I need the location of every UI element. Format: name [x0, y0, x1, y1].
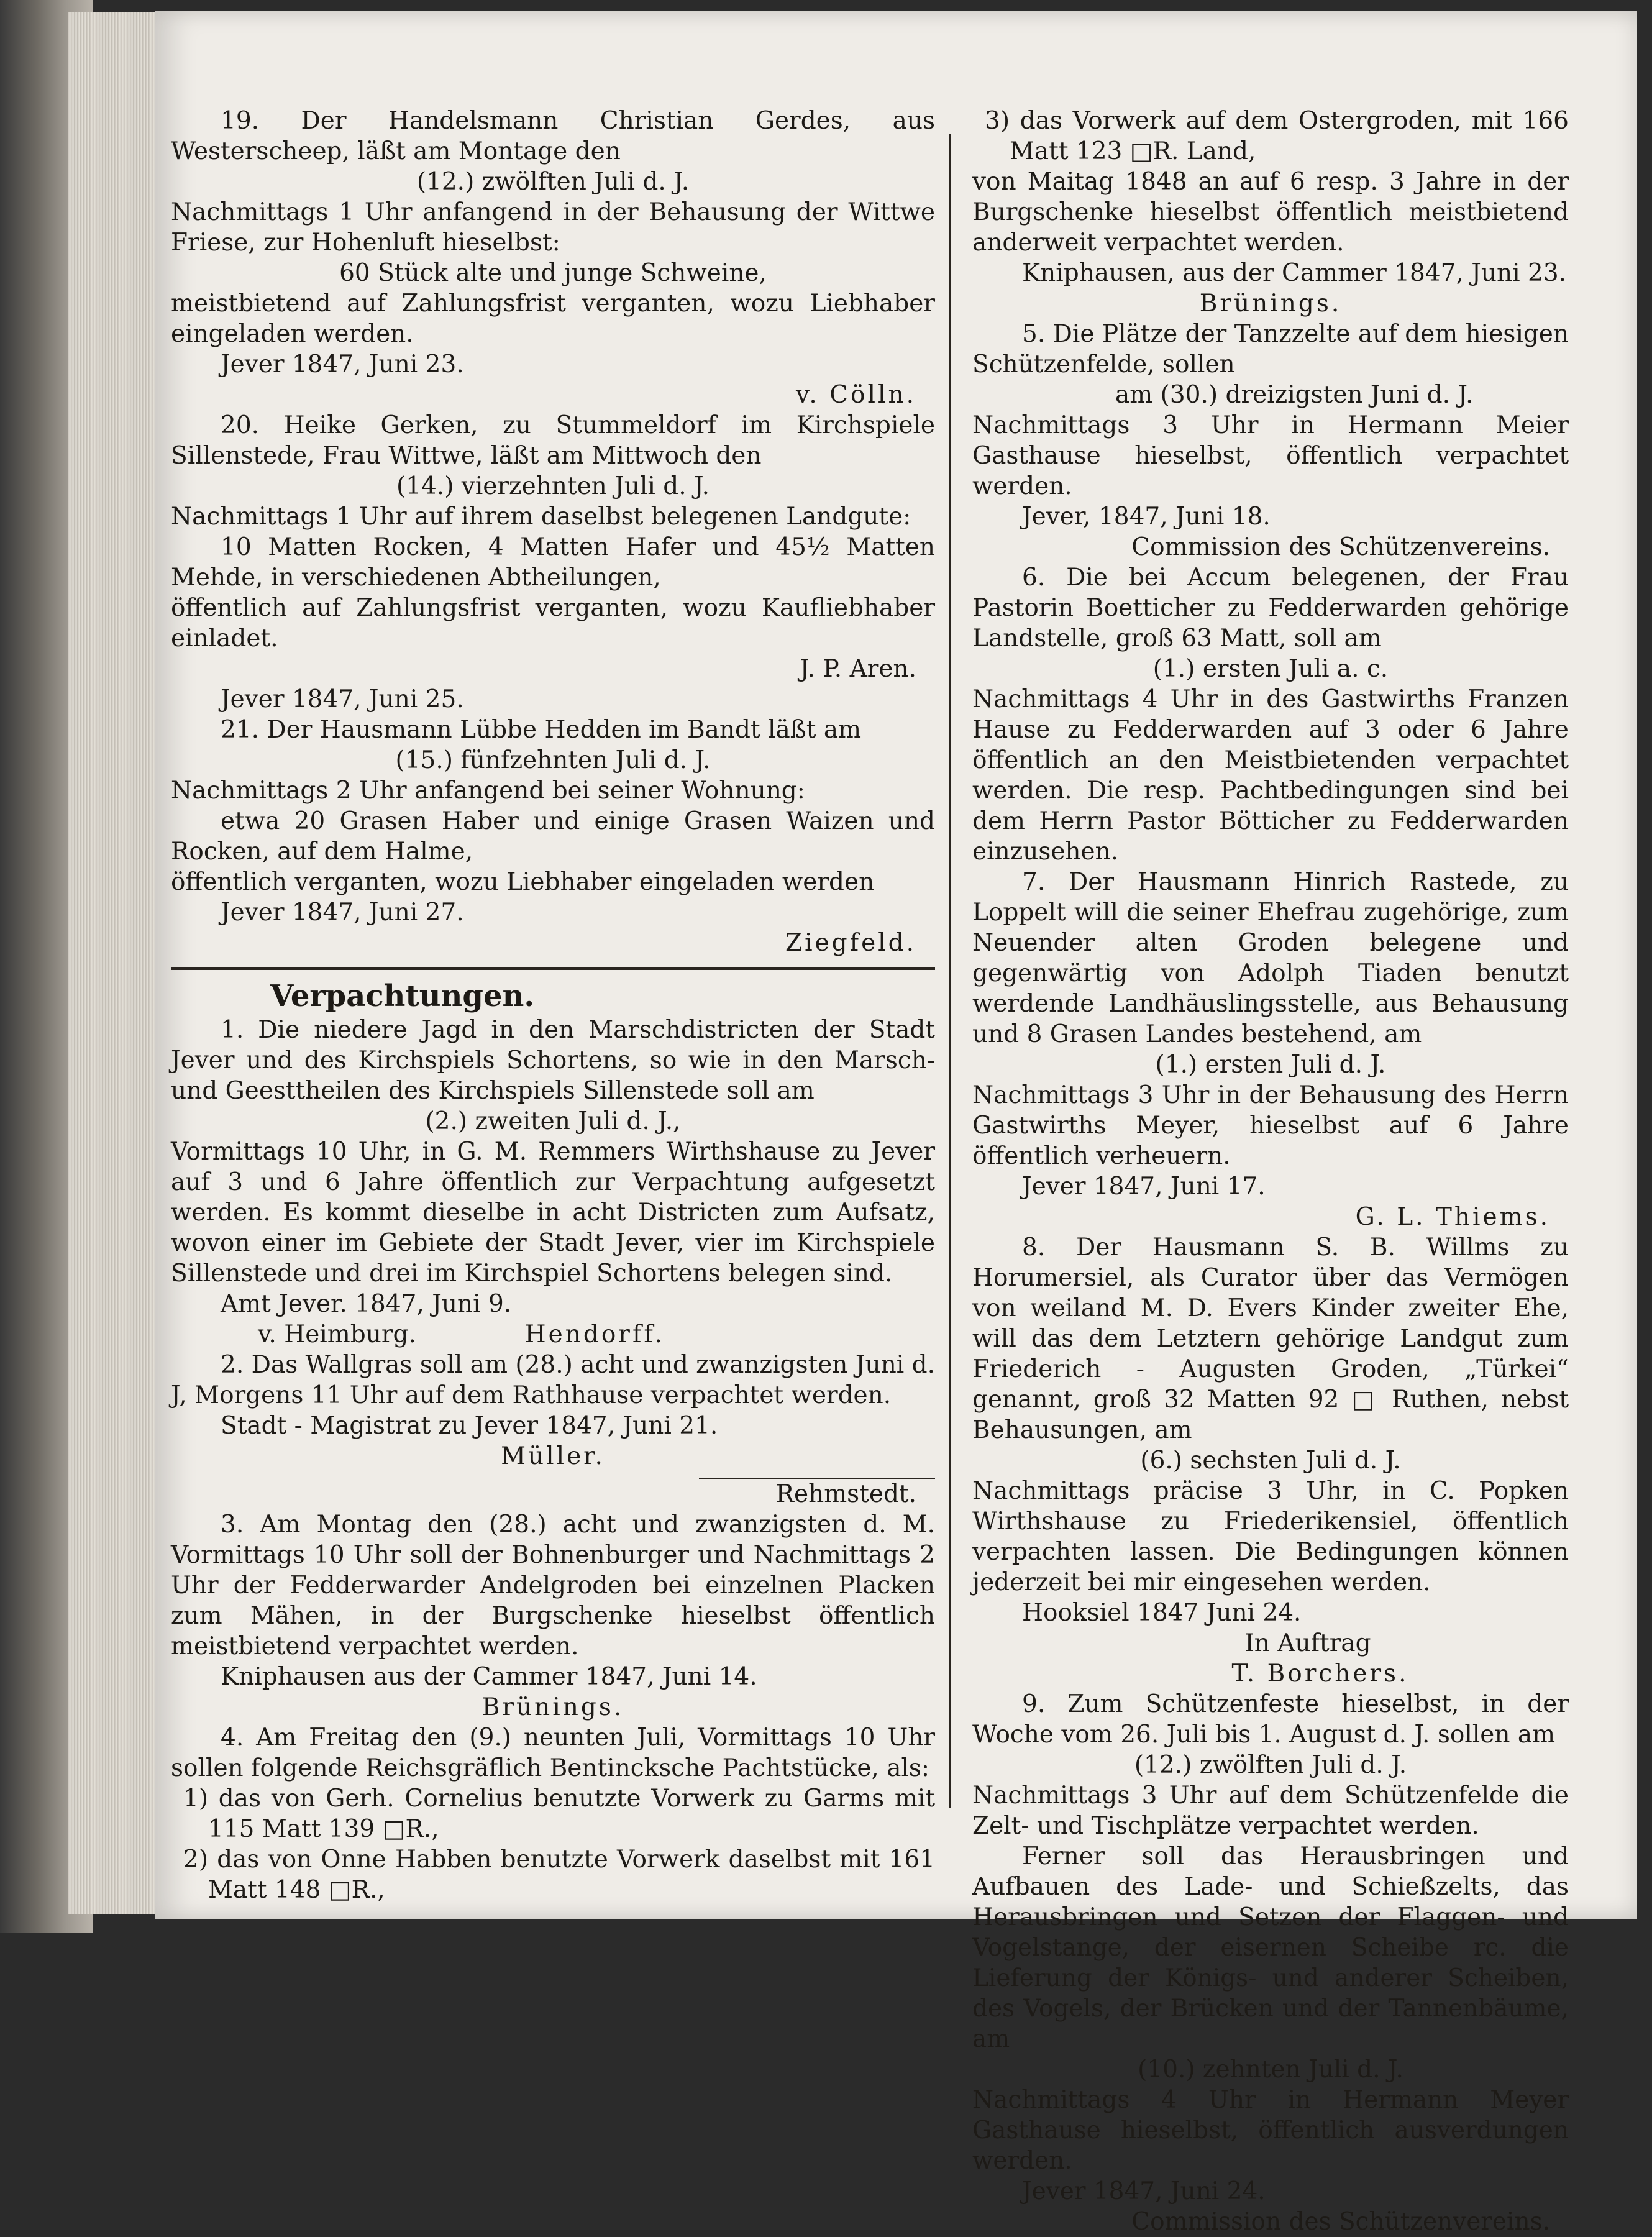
- ad-20-time: Nachmittags 1 Uhr auf ihrem daselbst belegenen Landgute:: [171, 503, 911, 531]
- lease-4-signature: Brünings.: [1199, 290, 1342, 318]
- column-rule: [949, 134, 951, 1808]
- lease-8-date: (6.) sechsten Juli d. J.: [1140, 1447, 1401, 1475]
- right-column: [972, 106, 1569, 2237]
- lease-9-body: 9. Zum Schützenfeste hieselbst, in der Woche vom 26. Juli bis 1. August d. J. sollen am: [972, 1690, 1569, 1749]
- lease-1-details: Vormittags 10 Uhr, in G. M. Remmers Wirthshause zu Jever auf 3 und 6 Jahre öffentlich zur Verpachtung aufgesetzt werden. Es kommt dieselbe in acht Districten zum Aufsatz, wovon einer im Gebiete der Stadt Jever, vier im Kirchspiele Sillenstede und drei im Kirchspiel Schortens belegen sind.: [171, 1138, 935, 1288]
- lease-5-place-date: Jever, 1847, Juni 18.: [1022, 503, 1271, 531]
- lease-7-place-date: Jever 1847, Juni 17.: [1022, 1173, 1266, 1201]
- ad-21-intro: 21. Der Hausmann Lübbe Hedden im Bandt läßt am: [221, 716, 862, 744]
- lease-1-date: (2.) zweiten Juli d. J.,: [425, 1107, 681, 1135]
- lease-7-date: (1.) ersten Juli d. J.: [1155, 1051, 1386, 1079]
- lease-6-body: 6. Die bei Accum belegenen, der Frau Pastorin Boetticher zu Fedderwarden gehörige Landstelle, groß 63 Matt, soll am: [972, 564, 1569, 652]
- lease-3-signature: Brünings.: [481, 1693, 624, 1721]
- lease-2-countersignature: Rehmstedt.: [775, 1480, 916, 1508]
- ad-20-terms: öffentlich auf Zahlungsfrist verganten, wozu Kaufliebhaber einladet.: [171, 594, 935, 652]
- lease-9-place-date: Jever 1847, Juni 24.: [1022, 2177, 1266, 2205]
- lease-9-date: (12.) zwölften Juli d. J.: [1134, 1751, 1407, 1779]
- ad-21-items: etwa 20 Grasen Haber und einige Grasen Waizen und Rocken, auf dem Halme,: [171, 807, 935, 866]
- section-heading: Verpachtungen.: [270, 979, 535, 1013]
- ad-19-signature: v. Cölln.: [796, 381, 916, 409]
- ad-21-terms: öffentlich verganten, wozu Liebhaber eingeladen werden: [171, 868, 875, 896]
- ad-19-intro: 19. Der Handelsmann Christian Gerdes, aus Westerscheep, läßt am Montage den: [171, 107, 935, 165]
- lease-2-body: 2. Das Wallgras soll am (28.) acht und zwanzigsten Juni d. J, Morgens 11 Uhr auf dem Rathhause verpachtet werden.: [171, 1351, 935, 1409]
- lease-4-body: 4. Am Freitag den (9.) neunten Juli, Vormittags 10 Uhr sollen folgende Reichsgräflich Bentinckschе Pachtstücke, als:: [171, 1724, 935, 1782]
- ad-19-time: Nachmittags 1 Uhr anfangend in der Behausung der Wittwe Friese, zur Hohenluft hieselbst:: [171, 198, 935, 257]
- lease-4-item-2: 2) das von Onne Habben benutzte Vorwerk daselbst mit 161 Matt 148 □R.,: [183, 1846, 935, 1904]
- lease-1-place-date: Amt Jever. 1847, Juni 9.: [221, 1290, 512, 1318]
- lease-8-details: Nachmittags präcise 3 Uhr, in C. Popken Wirthshause zu Friederikensiel, öffentlich verpachten lassen. Die Bedingungen können jederzeit bei mir eingesehen werden.: [972, 1477, 1569, 1596]
- lease-4-place-date: Kniphausen, aus der Cammer 1847, Juni 23.: [1022, 259, 1567, 287]
- ad-20-items: 10 Matten Rocken, 4 Matten Hafer und 45½ Matten Mehde, in verschiedenen Abtheilungen,: [171, 533, 935, 592]
- lease-6-details: Nachmittags 4 Uhr in des Gastwirths Franzen Hause zu Fedderwarden auf 3 oder 6 Jahre öffentlich an den Meistbietenden verpachtet werden. Die resp. Pachtbedingungen sind bei dem Herrn Pastor Bötticher zu Fedderwarden einzusehen.: [972, 685, 1569, 866]
- ad-20-intro: 20. Heike Gerken, zu Stummeldorf im Kirchspiele Sillenstede, Frau Wittwe, läßt am Mittwoch den: [171, 411, 935, 470]
- lease-8-mandate: In Auftrag: [1244, 1629, 1371, 1657]
- lease-9-signature: Commission des Schützenvereins.: [1131, 2208, 1550, 2236]
- ad-19-item: 60 Stück alte und junge Schweine,: [339, 259, 767, 287]
- ad-21-date: (15.) fünfzehnten Juli d. J.: [395, 746, 711, 774]
- lease-7-details: Nachmittags 3 Uhr in der Behausung des Herrn Gastwirths Meyer, hieselbst auf 6 Jahre öffentlich verheuern.: [972, 1081, 1569, 1170]
- lease-5-body: 5. Die Plätze der Tanzzelte auf dem hiesigen Schützenfelde, sollen: [972, 320, 1569, 378]
- lease-1-signature-1: v. Heimburg.: [258, 1320, 416, 1348]
- left-column: [171, 106, 935, 1905]
- lease-9-date-2: (10.) zehnten Juli d. J.: [1138, 2056, 1403, 2084]
- lease-5-details: Nachmittags 3 Uhr in Hermann Meier Gasthause hieselbst, öffentlich verpachtet werden.: [972, 411, 1569, 500]
- lease-5-date: am (30.) dreizigsten Juni d. J.: [1115, 381, 1474, 409]
- ad-20-place-date: Jever 1847, Juni 25.: [221, 685, 464, 713]
- lease-7-signature: G. L. Thiems.: [1355, 1203, 1550, 1231]
- lease-8-body: 8. Der Hausmann S. B. Willms zu Horumersiel, als Curator über das Vermögen von weiland M. D. Evers Kinder zweiter Ehe, will das dem Letztern gehörige Landgut zum Friederich - Augusten Groden, „Türkei“ genannt, groß 32 Matten 92 □ Ruthen, nebst Behausungen, am: [972, 1233, 1569, 1444]
- lease-4-item-1: 1) das von Gerh. Cornelius benutzte Vorwerk zu Garms mit 115 Matt 139 □R.,: [183, 1785, 935, 1843]
- ad-19-place-date: Jever 1847, Juni 23.: [221, 350, 464, 378]
- lease-4-item-3: 3) das Vorwerk auf dem Ostergroden, mit 166 Matt 123 □R. Land,: [985, 107, 1569, 165]
- lease-3-place-date: Kniphausen aus der Cammer 1847, Juni 14.: [221, 1663, 757, 1691]
- lease-2-place-date: Stadt - Magistrat zu Jever 1847, Juni 21.: [221, 1412, 718, 1440]
- ad-19-terms: meistbietend auf Zahlungsfrist verganten, wozu Liebhaber eingeladen werden.: [171, 290, 935, 348]
- lease-9-details-2: Nachmittags 4 Uhr in Hermann Meyer Gasthause hieselbst, öffentlich ausverdungen werden.: [972, 2086, 1569, 2175]
- lease-1-signatures: [171, 1319, 935, 1350]
- lease-2-signature: Müller.: [501, 1442, 605, 1470]
- ad-20-signature: J. P. Aren.: [800, 655, 916, 683]
- lease-9-further: Ferner soll das Herausbringen und Aufbauen des Lade- und Schießzelts, das Herausbringen und Setzen der Flaggen- und Vogelstange, der eisernen Scheibe rc. die Lieferung der Königs- und anderer Scheiben, des Vogels, der Brücken und der Tannenbäume, am: [972, 1842, 1569, 2053]
- lease-6-date: (1.) ersten Juli a. c.: [1152, 655, 1389, 683]
- lease-1-body: 1. Die niedere Jagd in den Marschdistricten der Stadt Jever und des Kirchspiels Schortens, so wie in den Marsch- und Geesttheilen des Kirchspiels Sillenstede soll am: [171, 1016, 935, 1105]
- lease-9-details: Nachmittags 3 Uhr auf dem Schützenfelde die Zelt- und Tischplätze verpachtet werden.: [972, 1782, 1569, 1840]
- ad-21-place-date: Jever 1847, Juni 27.: [221, 899, 464, 926]
- section-divider: [171, 967, 935, 970]
- lease-3-body: 3. Am Montag den (28.) acht und zwanzigsten d. M. Vormittags 10 Uhr soll der Bohnenburger und Nachmittags 2 Uhr der Fedderwarder Andelgroden bei einzelnen Placken zum Mähen, in der Burgschenke hieselbst öffentlich meistbietend verpachtet werden.: [171, 1511, 935, 1660]
- ad-21-time: Nachmittags 2 Uhr anfangend bei seiner Wohnung:: [171, 777, 805, 805]
- lease-8-signature: T. Borchers.: [1231, 1660, 1409, 1688]
- lease-1-signature-2: Hendorff.: [524, 1320, 665, 1348]
- ad-20-date: (14.) vierzehnten Juli d. J.: [396, 472, 710, 500]
- lease-8-place-date: Hooksiel 1847 Juni 24.: [1022, 1599, 1302, 1627]
- lease-5-signature: Commission des Schützenvereins.: [1131, 533, 1550, 561]
- ad-21-signature: Ziegfeld.: [785, 929, 916, 957]
- lease-4-terms: von Maitag 1848 an auf 6 resp. 3 Jahre in der Burgschenke hieselbst öffentlich meistbietend anderweit verpachtet werden.: [972, 168, 1569, 257]
- lease-7-body: 7. Der Hausmann Hinrich Rastede, zu Loppelt will die seiner Ehefrau zugehörige, zum Neuender alten Groden belegene und gegenwärtig von Adolph Tiaden benutzt werdende Landhäuslingsstelle, aus Behausung und 8 Grasen Landes bestehend, am: [972, 868, 1569, 1048]
- ad-19-date: (12.) zwölften Juli d. J.: [416, 168, 690, 196]
